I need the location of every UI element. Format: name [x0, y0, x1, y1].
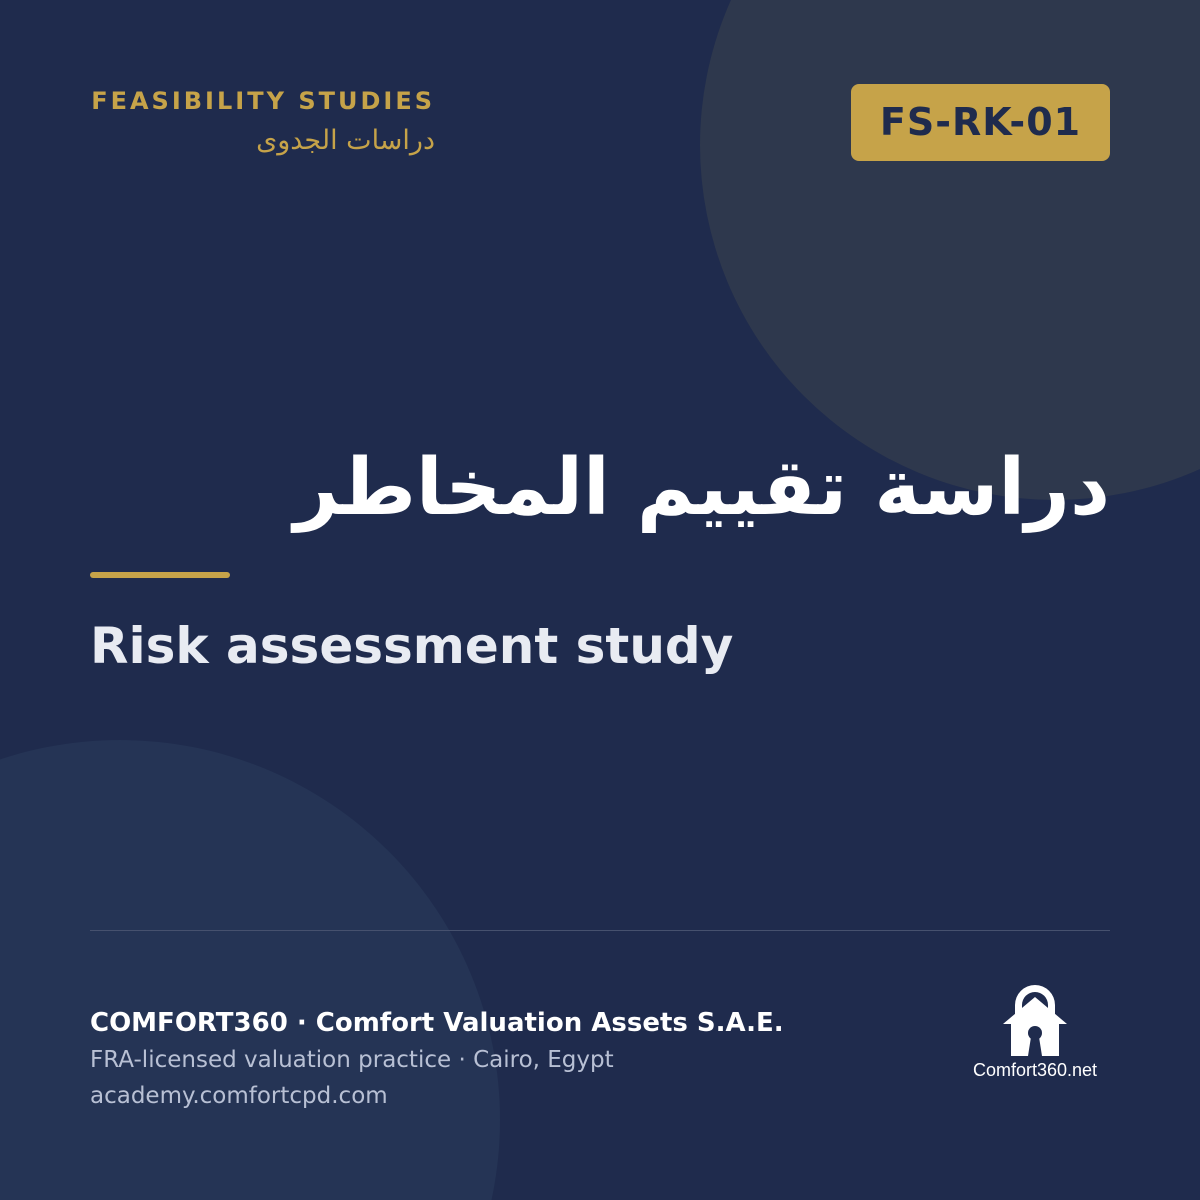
category-arabic: دراسات الجدوى [256, 125, 435, 156]
category-heading [90, 86, 435, 158]
academy-website: academy.comfortcpd.com [90, 1083, 388, 1109]
decorative-circle-bottom [0, 740, 500, 1200]
company-name: COMFORT360 · Comfort Valuation Assets S.A.E. [90, 1008, 784, 1038]
company-footer [90, 1004, 910, 1114]
study-title-english: Risk assessment study [90, 617, 734, 675]
house-lock-icon [1003, 984, 1067, 1056]
comfort360-logo [960, 984, 1110, 1084]
study-code-badge: FS-RK-01 [851, 84, 1110, 161]
category-english: FEASIBILITY STUDIES [91, 87, 435, 115]
footer-divider [90, 930, 1110, 931]
logo-website: Comfort360.net [972, 1060, 1098, 1080]
study-title-arabic: دراسة تقييم المخاطر [293, 443, 1110, 533]
practice-description: FRA-licensed valuation practice · Cairo, Egypt [90, 1047, 614, 1073]
title-accent-line [90, 572, 230, 578]
decorative-circle-top [700, 0, 1200, 500]
